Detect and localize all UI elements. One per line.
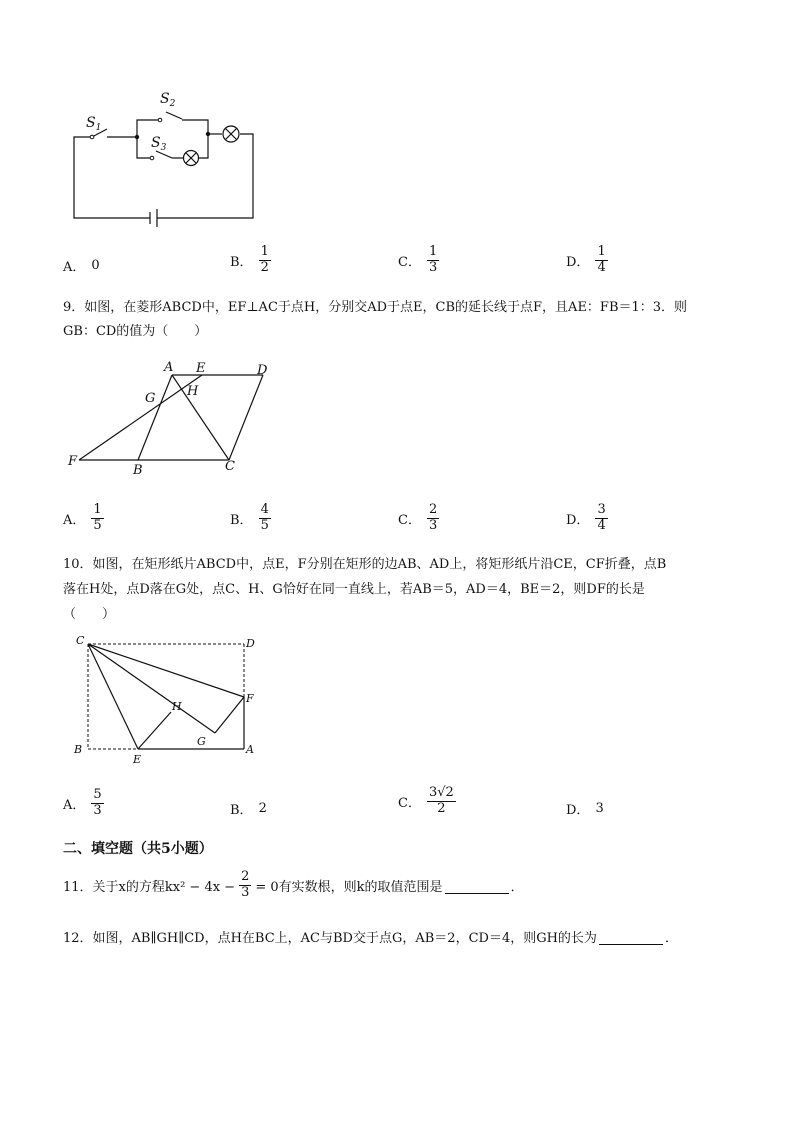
q11-line: 11．关于x的方程kx² − 4x − $\frac{2}{3}$ = 0有实数根，则k的取值范围是 ． (63, 869, 524, 900)
svg-text:C: C (225, 459, 235, 474)
rhombus-figure (60, 356, 280, 481)
svg-text:G: G (197, 735, 206, 748)
svg-text:A: A (164, 360, 174, 375)
q8-option-c[interactable]: C． $\frac{1}{3}$ (398, 244, 438, 275)
s1-label: $S_1$ (86, 115, 102, 133)
fraction: $\frac{3√2}{2}$ (428, 785, 454, 816)
s2-label: $S_2$ (160, 91, 176, 109)
fraction: $\frac{3}{4}$ (597, 502, 606, 533)
q9-option-c[interactable]: C． $\frac{2}{3}$ (398, 502, 438, 533)
fraction: $\frac{1}{5}$ (93, 502, 102, 533)
lamp-icon (184, 151, 199, 166)
svg-text:E: E (196, 361, 206, 376)
section-title: 二、填空题（共5小题） (63, 841, 213, 857)
svg-text:H: H (172, 700, 182, 713)
answer-blank[interactable] (445, 877, 509, 894)
fraction: $\frac{1}{4}$ (597, 244, 606, 275)
lamp-icon (223, 126, 239, 142)
q10-text-line2: 落在H处，点D落在G处，点C、H、G恰好在同一直线上，若AB＝5，AD＝4，BE＝2，则DF的长是 (63, 582, 645, 597)
q9-option-b[interactable]: B． $\frac{4}{5}$ (230, 502, 269, 533)
q10-text-line1: 10．如图，在矩形纸片ABCD中，点E，F分别在矩形的边AB、AD上，将矩形纸片沿CE，CF折叠，点B (63, 557, 667, 572)
q8-option-d[interactable]: D． $\frac{1}{4}$ (566, 244, 606, 275)
fraction: $\frac{1}{3}$ (428, 244, 438, 275)
q10-option-d[interactable]: D． 3 (566, 801, 604, 818)
svg-text:D: D (257, 363, 268, 378)
fraction: $\frac{1}{2}$ (260, 244, 269, 275)
answer-blank[interactable] (599, 928, 663, 945)
q9-text-line2: GB：CD的值为（ ） (63, 324, 208, 339)
svg-text:H: H (187, 384, 199, 399)
svg-text:D: D (246, 637, 255, 650)
circuit-diagram (60, 85, 270, 230)
q9-text-line1: 9．如图，在菱形ABCD中，EF⊥AC于点H，分别交AD于点E，CB的延长线于点F，且AE：FB＝1：3．则 (63, 300, 688, 315)
q9-option-a[interactable]: A． $\frac{1}{5}$ (63, 502, 102, 533)
svg-text:B: B (74, 743, 83, 756)
q8-option-a[interactable]: A． 0 (63, 258, 100, 275)
q10-option-c[interactable]: C． $\frac{3√2}{2}$ (398, 785, 454, 816)
fraction: $\frac{4}{5}$ (260, 502, 269, 533)
fraction: $\frac{5}{3}$ (93, 787, 102, 818)
fraction: $\frac{2}{3}$ (428, 502, 438, 533)
svg-text:G: G (145, 391, 156, 406)
junction-dot (206, 132, 210, 136)
svg-text:A: A (246, 743, 254, 756)
q10-text-line3: （ ） (63, 607, 116, 622)
svg-text:F: F (246, 692, 254, 705)
q9-option-d[interactable]: D． $\frac{3}{4}$ (566, 502, 606, 533)
svg-text:E: E (133, 753, 142, 766)
q12-line: 12．如图，AB∥GH∥CD，点H在BC上，AC与BD交于点G，AB＝2，CD＝4，则GH的长为 ． (63, 927, 678, 946)
fraction: $\frac{2}{3}$ (241, 869, 250, 900)
q8-option-b[interactable]: B． $\frac{1}{2}$ (230, 244, 269, 275)
svg-text:F: F (68, 454, 78, 469)
junction-dot (135, 135, 139, 139)
q10-option-a[interactable]: A． $\frac{5}{3}$ (63, 787, 102, 818)
svg-text:C: C (76, 634, 85, 647)
s3-label: $S_3$ (151, 135, 167, 153)
svg-text:B: B (133, 463, 143, 478)
q10-option-b[interactable]: B． 2 (230, 801, 267, 818)
rectangle-fold-figure (60, 632, 270, 767)
